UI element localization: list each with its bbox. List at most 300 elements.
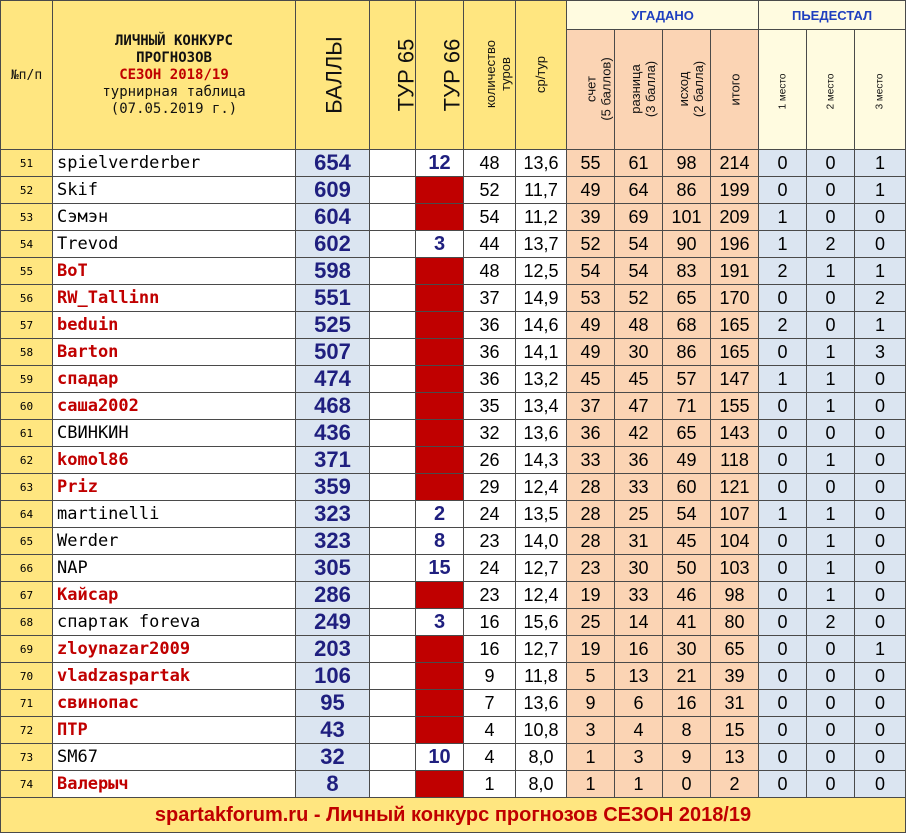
row-number: 71 [1,690,53,717]
row-number: 62 [1,447,53,474]
outcome-cell: 45 [663,528,711,555]
tour66-cell [416,582,464,609]
outcome-cell: 65 [663,420,711,447]
column-header-tours-count: количество туров [464,1,516,150]
points-cell: 525 [296,312,370,339]
row-number: 55 [1,258,53,285]
player-name: Werder [53,528,296,555]
points-cell: 359 [296,474,370,501]
score-cell: 54 [567,258,615,285]
place1-cell: 2 [759,312,807,339]
place2-cell: 0 [807,690,855,717]
place3-cell: 2 [855,285,906,312]
player-name: beduin [53,312,296,339]
outcome-cell: 16 [663,690,711,717]
avg-cell: 15,6 [516,609,567,636]
avg-cell: 13,4 [516,393,567,420]
outcome-cell: 49 [663,447,711,474]
tours-count-cell: 48 [464,150,516,177]
tours-count-cell: 9 [464,663,516,690]
place2-cell: 1 [807,339,855,366]
tour66-cell [416,447,464,474]
avg-cell: 11,2 [516,204,567,231]
diff-cell: 3 [615,744,663,771]
score-cell: 28 [567,528,615,555]
table-row [1,204,906,231]
tours-count-cell: 36 [464,339,516,366]
points-cell: 468 [296,393,370,420]
place2-cell: 2 [807,231,855,258]
tour66-cell [416,258,464,285]
total-cell: 165 [711,312,759,339]
tour65-cell [370,150,416,177]
tour65-cell [370,339,416,366]
tours-count-cell: 44 [464,231,516,258]
points-cell: 43 [296,717,370,744]
score-cell: 28 [567,474,615,501]
table-row [1,393,906,420]
table-body [1,150,906,798]
tour66-cell [416,366,464,393]
place2-cell: 1 [807,258,855,285]
table-row [1,555,906,582]
row-number: 59 [1,366,53,393]
place1-cell: 0 [759,177,807,204]
row-number: 57 [1,312,53,339]
avg-cell: 14,3 [516,447,567,474]
place2-cell: 0 [807,285,855,312]
place1-cell: 0 [759,447,807,474]
row-number: 58 [1,339,53,366]
table-row [1,744,906,771]
points-cell: 474 [296,366,370,393]
place3-cell: 0 [855,744,906,771]
row-number: 73 [1,744,53,771]
diff-cell: 31 [615,528,663,555]
diff-cell: 69 [615,204,663,231]
place3-cell: 0 [855,366,906,393]
tour66-cell [416,285,464,312]
diff-cell: 54 [615,231,663,258]
score-cell: 28 [567,501,615,528]
column-header-total: итого [711,30,759,150]
group-header-podium: ПЬЕДЕСТАЛ [759,1,906,30]
outcome-cell: 86 [663,177,711,204]
column-header-diff: разница (3 балла) [615,30,663,150]
diff-cell: 16 [615,636,663,663]
place2-cell: 1 [807,393,855,420]
column-header-number: №п/п [1,1,53,150]
place3-cell: 1 [855,312,906,339]
tours-count-cell: 4 [464,744,516,771]
tour66-cell [416,771,464,798]
score-cell: 52 [567,231,615,258]
row-number: 52 [1,177,53,204]
total-cell: 155 [711,393,759,420]
outcome-cell: 54 [663,501,711,528]
points-cell: 604 [296,204,370,231]
column-header-place3: 3 место [855,30,906,150]
total-cell: 147 [711,366,759,393]
place2-cell: 0 [807,663,855,690]
tour66-cell [416,717,464,744]
avg-cell: 13,2 [516,366,567,393]
outcome-cell: 68 [663,312,711,339]
tour65-cell [370,771,416,798]
table-row [1,690,906,717]
place3-cell: 0 [855,528,906,555]
tours-count-cell: 54 [464,204,516,231]
score-cell: 36 [567,420,615,447]
column-header-avg: ср/тур [516,1,567,150]
tours-count-cell: 24 [464,501,516,528]
tour66-cell: 8 [416,528,464,555]
table-row [1,582,906,609]
place3-cell: 0 [855,393,906,420]
place3-cell: 0 [855,771,906,798]
place1-cell: 1 [759,501,807,528]
place1-cell: 0 [759,663,807,690]
avg-cell: 10,8 [516,717,567,744]
diff-cell: 4 [615,717,663,744]
table-row [1,528,906,555]
score-cell: 39 [567,204,615,231]
place2-cell: 0 [807,717,855,744]
table-row [1,771,906,798]
score-cell: 23 [567,555,615,582]
avg-cell: 13,6 [516,420,567,447]
place2-cell: 1 [807,555,855,582]
tours-count-cell: 23 [464,528,516,555]
avg-cell: 13,6 [516,690,567,717]
place1-cell: 0 [759,690,807,717]
table-row [1,609,906,636]
tours-count-cell: 16 [464,636,516,663]
avg-cell: 8,0 [516,744,567,771]
place2-cell: 0 [807,204,855,231]
score-cell: 45 [567,366,615,393]
avg-cell: 14,9 [516,285,567,312]
tour66-cell: 3 [416,231,464,258]
place2-cell: 0 [807,744,855,771]
diff-cell: 6 [615,690,663,717]
column-header-tour66: ТУР 66 [416,1,464,150]
place1-cell: 0 [759,393,807,420]
diff-cell: 30 [615,339,663,366]
place3-cell: 0 [855,609,906,636]
score-cell: 33 [567,447,615,474]
total-cell: 80 [711,609,759,636]
row-number: 68 [1,609,53,636]
tours-count-cell: 48 [464,258,516,285]
diff-cell: 61 [615,150,663,177]
tour65-cell [370,609,416,636]
player-name: Валерыч [53,771,296,798]
date-label: (07.05.2019 г.) [110,100,238,117]
place3-cell: 1 [855,258,906,285]
diff-cell: 48 [615,312,663,339]
place2-cell: 2 [807,609,855,636]
points-cell: 654 [296,150,370,177]
outcome-cell: 50 [663,555,711,582]
tours-count-cell: 36 [464,312,516,339]
place1-cell: 0 [759,285,807,312]
total-cell: 2 [711,771,759,798]
diff-cell: 14 [615,609,663,636]
tours-count-cell: 52 [464,177,516,204]
points-cell: 371 [296,447,370,474]
points-cell: 32 [296,744,370,771]
table-row [1,636,906,663]
place2-cell: 0 [807,150,855,177]
points-cell: 286 [296,582,370,609]
place1-cell: 0 [759,474,807,501]
score-cell: 25 [567,609,615,636]
points-cell: 106 [296,663,370,690]
tour66-cell [416,636,464,663]
score-cell: 1 [567,771,615,798]
place1-cell: 1 [759,231,807,258]
place2-cell: 1 [807,582,855,609]
diff-cell: 54 [615,258,663,285]
row-number: 64 [1,501,53,528]
total-cell: 31 [711,690,759,717]
row-number: 54 [1,231,53,258]
column-header-place2: 2 место [807,30,855,150]
table-row [1,420,906,447]
score-cell: 3 [567,717,615,744]
score-cell: 49 [567,339,615,366]
column-header-tour65: ТУР 65 [370,1,416,150]
player-name: spielverderber [53,150,296,177]
player-name: RW_Tallinn [53,285,296,312]
page-title [53,1,296,150]
outcome-cell: 60 [663,474,711,501]
row-number: 65 [1,528,53,555]
outcome-cell: 9 [663,744,711,771]
place2-cell: 1 [807,528,855,555]
diff-cell: 64 [615,177,663,204]
avg-cell: 11,7 [516,177,567,204]
player-name: Trevod [53,231,296,258]
table-row [1,312,906,339]
place3-cell: 0 [855,663,906,690]
row-number: 69 [1,636,53,663]
points-cell: 203 [296,636,370,663]
outcome-cell: 46 [663,582,711,609]
total-cell: 118 [711,447,759,474]
points-cell: 602 [296,231,370,258]
place3-cell: 0 [855,582,906,609]
total-cell: 39 [711,663,759,690]
avg-cell: 14,1 [516,339,567,366]
player-name: SM67 [53,744,296,771]
table-row [1,501,906,528]
points-cell: 323 [296,501,370,528]
points-cell: 323 [296,528,370,555]
total-cell: 104 [711,528,759,555]
tour65-cell [370,393,416,420]
score-cell: 37 [567,393,615,420]
tour65-cell [370,501,416,528]
tour66-cell [416,177,464,204]
tour66-cell: 12 [416,150,464,177]
tour65-cell [370,366,416,393]
avg-cell: 14,6 [516,312,567,339]
diff-cell: 33 [615,582,663,609]
avg-cell: 12,7 [516,636,567,663]
place1-cell: 1 [759,366,807,393]
table-row [1,663,906,690]
tour66-cell [416,420,464,447]
score-cell: 1 [567,744,615,771]
row-number: 56 [1,285,53,312]
row-number: 63 [1,474,53,501]
avg-cell: 12,5 [516,258,567,285]
total-cell: 103 [711,555,759,582]
place1-cell: 0 [759,150,807,177]
player-name: Кайсар [53,582,296,609]
outcome-cell: 86 [663,339,711,366]
avg-cell: 13,5 [516,501,567,528]
tour66-cell [416,690,464,717]
outcome-cell: 71 [663,393,711,420]
tour65-cell [370,420,416,447]
row-number: 53 [1,204,53,231]
player-name: Skif [53,177,296,204]
outcome-cell: 0 [663,771,711,798]
place1-cell: 0 [759,582,807,609]
total-cell: 107 [711,501,759,528]
column-header-outcome: исход (2 балла) [663,30,711,150]
table-row [1,150,906,177]
tour65-cell [370,474,416,501]
tour65-cell [370,582,416,609]
tour66-cell [416,339,464,366]
column-header-points: БАЛЛЫ [296,1,370,150]
total-cell: 121 [711,474,759,501]
place2-cell: 0 [807,312,855,339]
place2-cell: 0 [807,636,855,663]
tours-count-cell: 23 [464,582,516,609]
row-number: 70 [1,663,53,690]
diff-cell: 47 [615,393,663,420]
place2-cell: 0 [807,474,855,501]
place1-cell: 0 [759,771,807,798]
outcome-cell: 30 [663,636,711,663]
tour65-cell [370,285,416,312]
group-header-guessed: УГАДАНО [567,1,759,30]
tour66-cell: 2 [416,501,464,528]
table-row [1,258,906,285]
place3-cell: 0 [855,474,906,501]
score-cell: 55 [567,150,615,177]
tours-count-cell: 29 [464,474,516,501]
table-row [1,231,906,258]
place3-cell: 1 [855,150,906,177]
diff-cell: 52 [615,285,663,312]
avg-cell: 8,0 [516,771,567,798]
total-cell: 65 [711,636,759,663]
place2-cell: 0 [807,771,855,798]
total-cell: 13 [711,744,759,771]
player-name: свинопас [53,690,296,717]
score-cell: 49 [567,312,615,339]
avg-cell: 12,4 [516,582,567,609]
row-number: 60 [1,393,53,420]
outcome-cell: 41 [663,609,711,636]
table-row [1,717,906,744]
tour65-cell [370,528,416,555]
place3-cell: 0 [855,420,906,447]
tour65-cell [370,177,416,204]
player-name: BoT [53,258,296,285]
row-number: 72 [1,717,53,744]
tour65-cell [370,744,416,771]
place1-cell: 1 [759,204,807,231]
avg-cell: 12,4 [516,474,567,501]
player-name: Barton [53,339,296,366]
row-number: 61 [1,420,53,447]
tour66-cell [416,312,464,339]
total-cell: 165 [711,339,759,366]
total-cell: 199 [711,177,759,204]
tour65-cell [370,663,416,690]
place1-cell: 0 [759,339,807,366]
diff-cell: 1 [615,771,663,798]
avg-cell: 11,8 [516,663,567,690]
tours-count-cell: 1 [464,771,516,798]
place1-cell: 0 [759,528,807,555]
place2-cell: 1 [807,501,855,528]
diff-cell: 42 [615,420,663,447]
place2-cell: 1 [807,447,855,474]
place3-cell: 0 [855,690,906,717]
diff-cell: 33 [615,474,663,501]
place1-cell: 2 [759,258,807,285]
table-row [1,474,906,501]
tour66-cell [416,204,464,231]
outcome-cell: 8 [663,717,711,744]
tours-count-cell: 7 [464,690,516,717]
tour65-cell [370,204,416,231]
place1-cell: 0 [759,609,807,636]
player-name: СВИНКИН [53,420,296,447]
total-cell: 196 [711,231,759,258]
place2-cell: 0 [807,177,855,204]
diff-cell: 45 [615,366,663,393]
score-cell: 9 [567,690,615,717]
player-name: NAP [53,555,296,582]
row-number: 67 [1,582,53,609]
tours-count-cell: 16 [464,609,516,636]
player-name: komol86 [53,447,296,474]
column-header-place1: 1 место [759,30,807,150]
row-number: 74 [1,771,53,798]
tour66-cell [416,393,464,420]
row-number: 51 [1,150,53,177]
footer-caption: spartakforum.ru - Личный конкурс прогнозов СЕЗОН 2018/19 [1,798,906,833]
tour66-cell [416,663,464,690]
season-label: СЕЗОН 2018/19 [119,66,229,83]
table-row [1,285,906,312]
tour65-cell [370,555,416,582]
player-name: спартак foreva [53,609,296,636]
tour65-cell [370,231,416,258]
place1-cell: 0 [759,636,807,663]
outcome-cell: 57 [663,366,711,393]
total-cell: 98 [711,582,759,609]
